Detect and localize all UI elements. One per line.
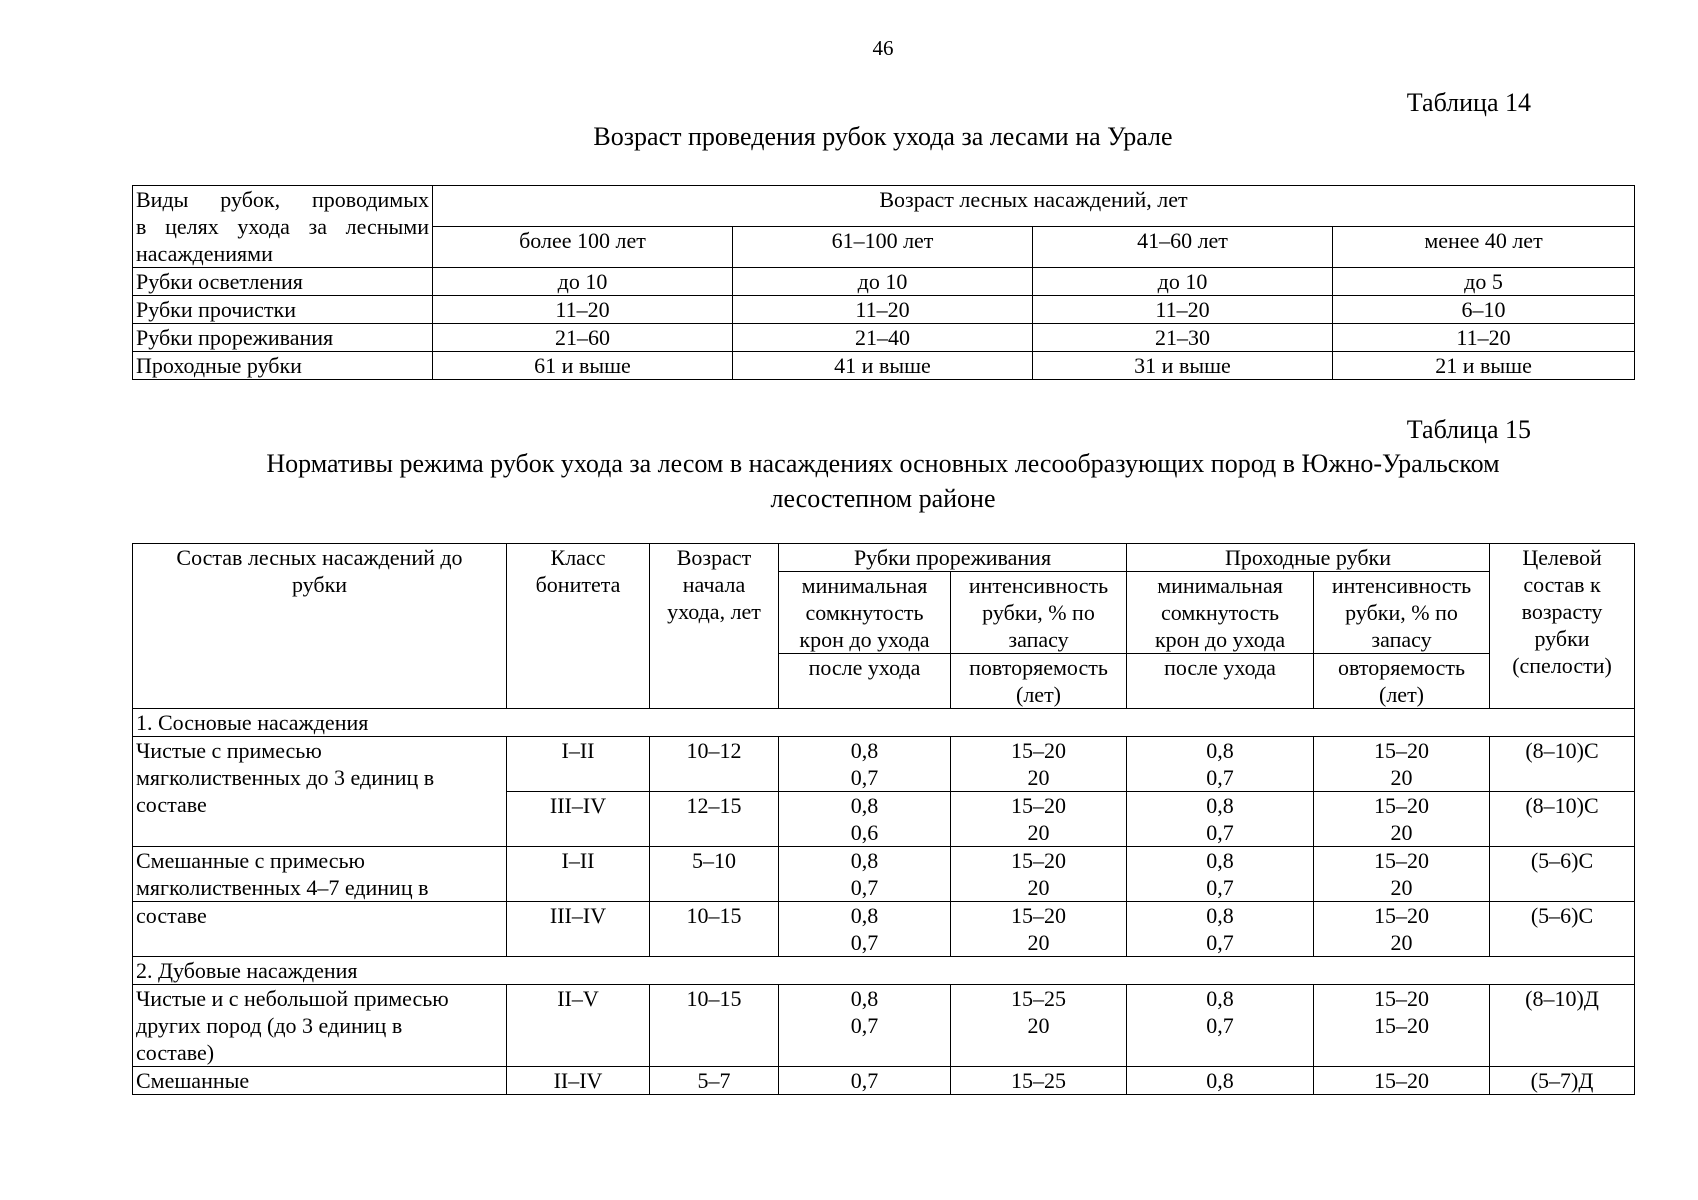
composition-cell: Чистые и с небольшой примесью других пород (до 3 единиц в составе) bbox=[133, 985, 507, 1067]
table-row: Смешанные II–IV 5–7 0,7 15–25 0,8 15–20 (5–7)Д bbox=[133, 1067, 1635, 1095]
cut-type: Рубки прочистки bbox=[133, 296, 433, 324]
table-row: III–IV 12–15 0,8 0,6 15–20 20 0,8 0,7 15–20 20 (8–10)С bbox=[133, 792, 1635, 847]
intensity-header: интенсивность рубки, % по запасу овторяемость (лет) bbox=[1314, 572, 1490, 709]
composition-cell: Смешанные с примесью мягколиственных 4–7 единиц в bbox=[133, 847, 507, 902]
corner-header: Виды рубок, проводимых в целях ухода за лесными насаждениями bbox=[133, 186, 433, 268]
table-row: составе III–IV 10–15 0,8 0,7 15–20 20 0,8 0,7 15–20 20 (5–6)С bbox=[133, 902, 1635, 957]
age-column-header: 41–60 лет bbox=[1033, 227, 1333, 268]
table-15-title: Нормативы режима рубок ухода за лесом в насаждениях основных лесообразующих пород в Южно-Уральском лесостепном районе bbox=[266, 449, 1500, 513]
section-title: 2. Дубовые насаждения bbox=[133, 957, 1635, 985]
min-density-header: минимальная сомкнутость крон до ухода после ухода bbox=[1127, 572, 1314, 709]
target-header: Целевой состав к возрасту рубки (спелости) bbox=[1490, 544, 1635, 709]
table-14-label: Таблица 14 bbox=[1406, 88, 1531, 117]
table-15-label: Таблица 15 bbox=[1406, 415, 1531, 444]
section-row bbox=[133, 709, 1635, 737]
cut-type: Проходные рубки bbox=[133, 352, 433, 380]
min-density-header: минимальная сомкнутость крон до ухода после ухода bbox=[779, 572, 951, 709]
intensity-header: интенсивность рубки, % по запасу повторяемость (лет) bbox=[951, 572, 1127, 709]
table-row: Смешанные с примесью мягколиственных 4–7 единиц в I–II 5–10 0,8 0,7 15–20 20 0,8 0,7 15–20 20 (5–6)С bbox=[133, 847, 1635, 902]
thinning-header: Рубки прореживания bbox=[779, 544, 1127, 572]
passage-header: Проходные рубки bbox=[1127, 544, 1490, 572]
composition-cell: Смешанные bbox=[133, 1067, 507, 1095]
composition-header: Состав лесных насаждений до рубки bbox=[133, 544, 507, 709]
composition-cell: Чистые с примесью мягколиственных до 3 единиц в составе bbox=[133, 737, 507, 847]
age-column-header: менее 40 лет bbox=[1333, 227, 1635, 268]
table-15 bbox=[132, 543, 1635, 1095]
age-column-header: 61–100 лет bbox=[733, 227, 1033, 268]
section-title: 1. Сосновые насаждения bbox=[133, 709, 1635, 737]
table-row: Рубки прореживания 21–60 21–40 21–30 11–20 bbox=[133, 324, 1635, 352]
table-14 bbox=[132, 185, 1635, 380]
age-column-header: более 100 лет bbox=[433, 227, 733, 268]
age-group-header: Возраст лесных насаждений, лет bbox=[433, 186, 1635, 227]
table-row: Рубки осветления до 10 до 10 до 10 до 5 bbox=[133, 268, 1635, 296]
composition-cell: составе bbox=[133, 902, 507, 957]
cut-type: Рубки прореживания bbox=[133, 324, 433, 352]
table-row: Рубки прочистки 11–20 11–20 11–20 6–10 bbox=[133, 296, 1635, 324]
table-row: Чистые и с небольшой примесью других пород (до 3 единиц в составе) II–V 10–15 0,8 0,7 15–25 20 0,8 0,7 15–20 15–20 (8–10)Д bbox=[133, 985, 1635, 1067]
table-14-title: Возраст проведения рубок ухода за лесами на Урале bbox=[593, 122, 1173, 151]
start-age-header: Возраст начала ухода, лет bbox=[650, 544, 779, 709]
cut-type: Рубки осветления bbox=[133, 268, 433, 296]
table-row: Чистые с примесью мягколиственных до 3 единиц в составе I–II 10–12 0,8 0,7 15–20 20 0,8 0,7 15–20 20 (8–10)С bbox=[133, 737, 1635, 792]
table-row: Проходные рубки 61 и выше 41 и выше 31 и выше 21 и выше bbox=[133, 352, 1635, 380]
page-number: 46 bbox=[872, 36, 894, 60]
bonitet-header: Класс бонитета bbox=[507, 544, 650, 709]
section-row bbox=[133, 957, 1635, 985]
